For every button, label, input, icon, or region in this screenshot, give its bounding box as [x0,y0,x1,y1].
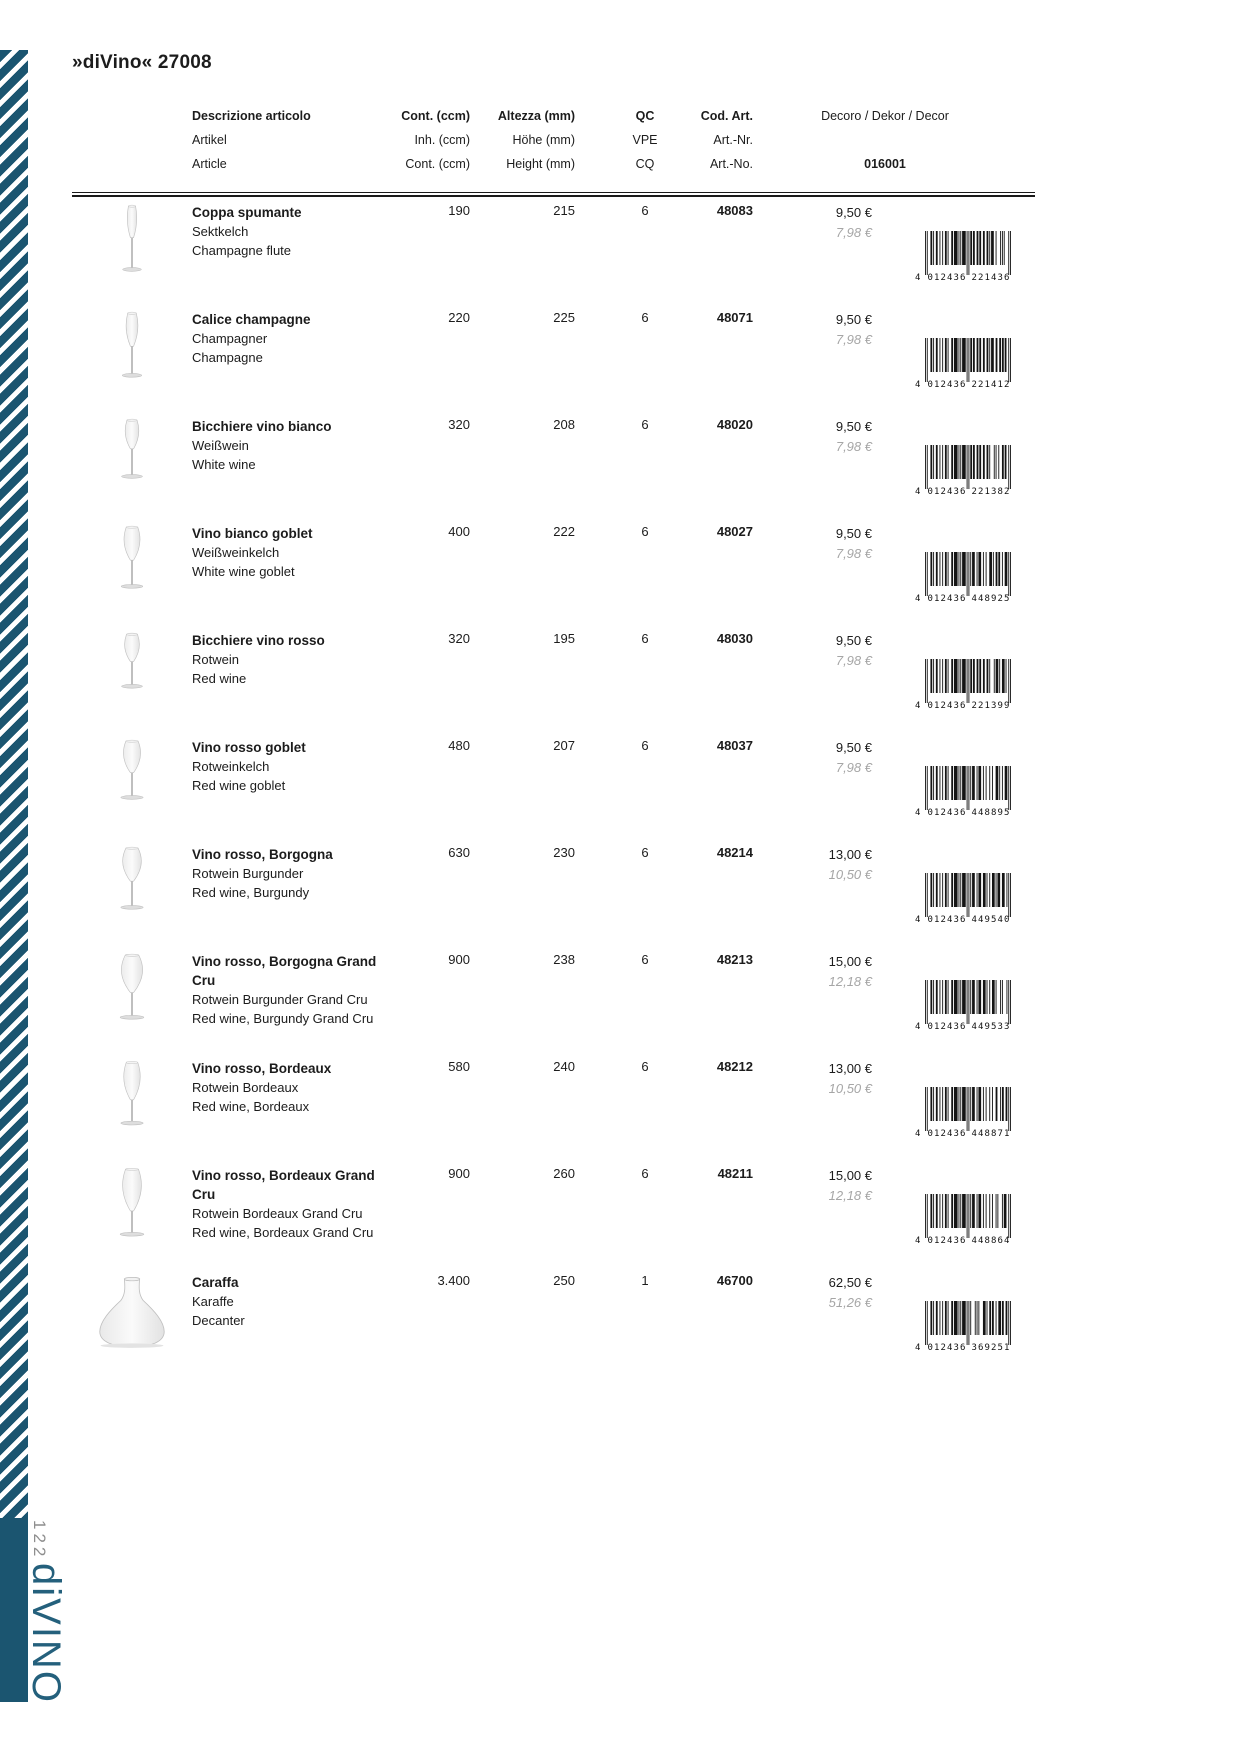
qc-value: 6 [641,845,649,860]
product-name-de: Rotweinkelch [192,759,270,774]
champagne-photo [72,308,192,415]
product-name-de: Rotwein Burgunder [192,866,304,881]
ean-number: 4 012436 221436 [915,273,1011,283]
capacity-value: 220 [448,310,470,325]
price-primary: 9,50 € [835,740,872,755]
white-wine-goblet-photo [72,522,192,629]
champagne-flute-photo [72,201,192,308]
price-block [765,629,875,736]
product-name-en: Red wine, Bordeaux [192,1099,310,1114]
capacity-value: 480 [448,738,470,753]
product-description [192,522,398,629]
height-value: 240 [553,1059,575,1074]
ean-number: 4 012436 448895 [915,808,1011,818]
article-number: 48071 [716,310,753,325]
product-name-it: Vino rosso, Bordeaux Grand Cru [192,1168,375,1202]
decanter-photo [72,1271,192,1378]
product-name-de: Rotwein Bordeaux Grand Cru [192,1206,363,1221]
product-row [72,201,1035,308]
stripe-band [0,50,28,1518]
ean-number: 4 012436 449540 [915,915,1011,925]
height-value: 225 [553,310,575,325]
article-number: 48214 [716,845,753,860]
header-decor: Decoro / Dekor / Decor 016001 [765,104,1035,176]
product-row [72,522,1035,629]
product-name-de: Rotwein Bordeaux [192,1080,299,1095]
ean-number: 4 012436 448864 [915,1236,1011,1246]
barcode-bars-image [925,231,1011,277]
barcode [875,1057,1035,1164]
decor-code: 016001 [864,157,906,171]
barcode-bars-image [925,659,1011,705]
page-title: »diVino« 27008 [72,52,212,73]
barcode-bars-image [925,873,1011,919]
product-name-en: Champagne [192,350,263,365]
article-number: 48030 [716,631,753,646]
ean-number: 4 012436 221412 [915,380,1011,390]
height-value: 250 [553,1273,575,1288]
price-secondary: 7,98 € [835,653,872,668]
ean-number: 4 012436 369251 [915,1343,1011,1353]
barcode [875,843,1035,950]
price-block [765,843,875,950]
qc-value: 6 [641,417,649,432]
price-primary: 9,50 € [835,526,872,541]
header-article-number: Cod. Art. Art.-Nr. Art.-No. [700,109,753,171]
product-description [192,736,398,843]
capacity-value: 630 [448,845,470,860]
product-description [192,1164,398,1271]
capacity-value: 580 [448,1059,470,1074]
price-secondary: 51,26 € [828,1295,872,1310]
catalog-page [72,52,1035,1378]
price-primary: 9,50 € [835,419,872,434]
bordeaux-photo [72,1057,192,1164]
height-value: 207 [553,738,575,753]
article-number: 48211 [717,1166,753,1181]
barcode-bars-image [925,1194,1011,1240]
product-description [192,843,398,950]
product-description [192,1057,398,1164]
height-value: 222 [553,524,575,539]
ean-number: 4 012436 448925 [915,594,1011,604]
price-secondary: 7,98 € [835,332,872,347]
product-name-it: Caraffa [192,1275,239,1290]
capacity-value: 400 [448,524,470,539]
product-name-it: Bicchiere vino rosso [192,633,325,648]
price-secondary: 10,50 € [828,1081,872,1096]
product-description [192,415,398,522]
product-name-en: Red wine goblet [192,778,286,793]
product-name-en: White wine goblet [192,564,295,579]
qc-value: 6 [641,1166,649,1181]
brand-logo-vertical: diVINO [24,1563,68,1704]
capacity-value: 320 [448,417,470,432]
barcode [875,950,1035,1057]
height-value: 208 [553,417,575,432]
barcode-bars-image [925,445,1011,491]
product-name-it: Calice champagne [192,312,311,327]
product-name-it: Vino rosso, Borgogna [192,847,333,862]
product-name-de: Karaffe [192,1294,234,1309]
white-wine-photo [72,415,192,522]
barcode-bars-image [925,552,1011,598]
red-wine-image [109,632,155,689]
article-number: 48213 [716,952,753,967]
burgundy-grand-cru-photo [72,950,192,1057]
product-row [72,1057,1035,1164]
article-number: 48027 [716,524,753,539]
qc-value: 6 [641,952,649,967]
product-name-it: Bicchiere vino bianco [192,419,332,434]
price-block [765,308,875,415]
product-row [72,308,1035,415]
product-name-de: Rotwein [192,652,239,667]
red-wine-goblet-photo [72,736,192,843]
price-primary: 15,00 € [828,954,872,969]
bordeaux-grand-cru-photo [72,1164,192,1271]
qc-value: 6 [641,310,649,325]
price-primary: 62,50 € [828,1275,872,1290]
article-number: 46700 [716,1273,753,1288]
height-value: 195 [553,631,575,646]
burgundy-image [109,846,155,910]
barcode [875,201,1035,308]
height-value: 260 [553,1166,575,1181]
champagne-image [109,311,155,378]
article-number: 48083 [716,203,753,218]
product-name-it: Vino rosso, Borgogna Grand Cru [192,954,377,988]
price-block [765,415,875,522]
product-row [72,736,1035,843]
burgundy-photo [72,843,192,950]
height-value: 215 [553,203,575,218]
price-primary: 9,50 € [835,633,872,648]
product-row [72,415,1035,522]
ean-number: 4 012436 221382 [915,487,1011,497]
table-header [72,104,1035,176]
header-rule [72,192,1035,197]
product-name-it: Vino rosso, Bordeaux [192,1061,332,1076]
price-primary: 15,00 € [828,1168,872,1183]
product-name-de: Sektkelch [192,224,249,239]
header-spacer [72,104,192,176]
barcode [875,736,1035,843]
article-number: 48037 [716,738,753,753]
ean-number: 4 012436 221399 [915,701,1011,711]
price-block [765,522,875,629]
product-description [192,629,398,736]
header-qc: QC VPE CQ [632,109,658,171]
price-block [765,950,875,1057]
price-secondary: 12,18 € [828,974,872,989]
capacity-value: 900 [448,952,470,967]
barcode-bars-image [925,1301,1011,1347]
price-block [765,736,875,843]
product-name-en: White wine [192,457,256,472]
red-wine-goblet-image [109,739,155,800]
product-name-de: Champagner [192,331,268,346]
product-name-en: Red wine, Burgundy Grand Cru [192,1011,374,1026]
product-row [72,1271,1035,1378]
qc-value: 6 [641,738,649,753]
barcode [875,308,1035,415]
bordeaux-image [109,1060,155,1126]
barcode [875,1271,1035,1378]
article-number: 48020 [716,417,753,432]
qc-value: 6 [641,203,649,218]
qc-value: 6 [641,524,649,539]
capacity-value: 900 [448,1166,470,1181]
product-name-en: Champagne flute [192,243,292,258]
white-wine-goblet-image [109,525,155,589]
product-description [192,950,398,1057]
barcode [875,415,1035,522]
product-row [72,1164,1035,1271]
white-wine-image [109,418,155,479]
price-block [765,1164,875,1271]
qc-value: 6 [641,631,649,646]
page-number: 122 [30,1520,49,1561]
height-value: 230 [553,845,575,860]
header-height: Altezza (mm) Höhe (mm) Height (mm) [497,109,575,171]
barcode-bars-image [925,338,1011,384]
product-name-de: Weißwein [192,438,249,453]
capacity-value: 190 [448,203,470,218]
product-row [72,629,1035,736]
price-block [765,1271,875,1378]
product-name-it: Vino rosso goblet [192,740,306,755]
barcode-bars-image [925,980,1011,1026]
product-name-de: Rotwein Burgunder Grand Cru [192,992,368,1007]
price-secondary: 7,98 € [835,225,872,240]
burgundy-grand-cru-image [109,953,155,1020]
price-primary: 13,00 € [828,847,872,862]
product-name-en: Red wine [192,671,247,686]
price-primary: 13,00 € [828,1061,872,1076]
price-primary: 9,50 € [835,205,872,220]
ean-number: 4 012436 449533 [915,1022,1011,1032]
product-description [192,201,398,308]
price-secondary: 10,50 € [828,867,872,882]
red-wine-photo [72,629,192,736]
price-secondary: 7,98 € [835,546,872,561]
price-primary: 9,50 € [835,312,872,327]
ean-number: 4 012436 448871 [915,1129,1011,1139]
product-name-en: Decanter [192,1313,245,1328]
qc-value: 1 [641,1273,649,1288]
decanter-image [81,1274,183,1352]
height-value: 238 [553,952,575,967]
price-block [765,1057,875,1164]
product-name-it: Vino bianco goblet [192,526,313,541]
capacity-value: 3.400 [437,1273,470,1288]
barcode [875,1164,1035,1271]
product-row [72,950,1035,1057]
champagne-flute-image [109,204,155,272]
bordeaux-grand-cru-image [109,1167,155,1237]
price-block [765,201,875,308]
header-description: Descrizione articolo Artikel Article [192,109,311,171]
qc-value: 6 [641,1059,649,1074]
product-name-de: Weißweinkelch [192,545,280,560]
barcode-bars-image [925,766,1011,812]
header-capacity: Cont. (ccm) Inh. (ccm) Cont. (ccm) [401,109,470,171]
barcode [875,629,1035,736]
product-name-en: Red wine, Burgundy [192,885,310,900]
barcode-bars-image [925,1087,1011,1133]
product-name-en: Red wine, Bordeaux Grand Cru [192,1225,374,1240]
product-name-it: Coppa spumante [192,205,302,220]
price-secondary: 7,98 € [835,439,872,454]
barcode [875,522,1035,629]
capacity-value: 320 [448,631,470,646]
article-number: 48212 [716,1059,753,1074]
product-description [192,1271,398,1378]
product-row [72,843,1035,950]
catalog-table [72,201,1035,1378]
product-description [192,308,398,415]
price-secondary: 12,18 € [828,1188,872,1203]
price-secondary: 7,98 € [835,760,872,775]
